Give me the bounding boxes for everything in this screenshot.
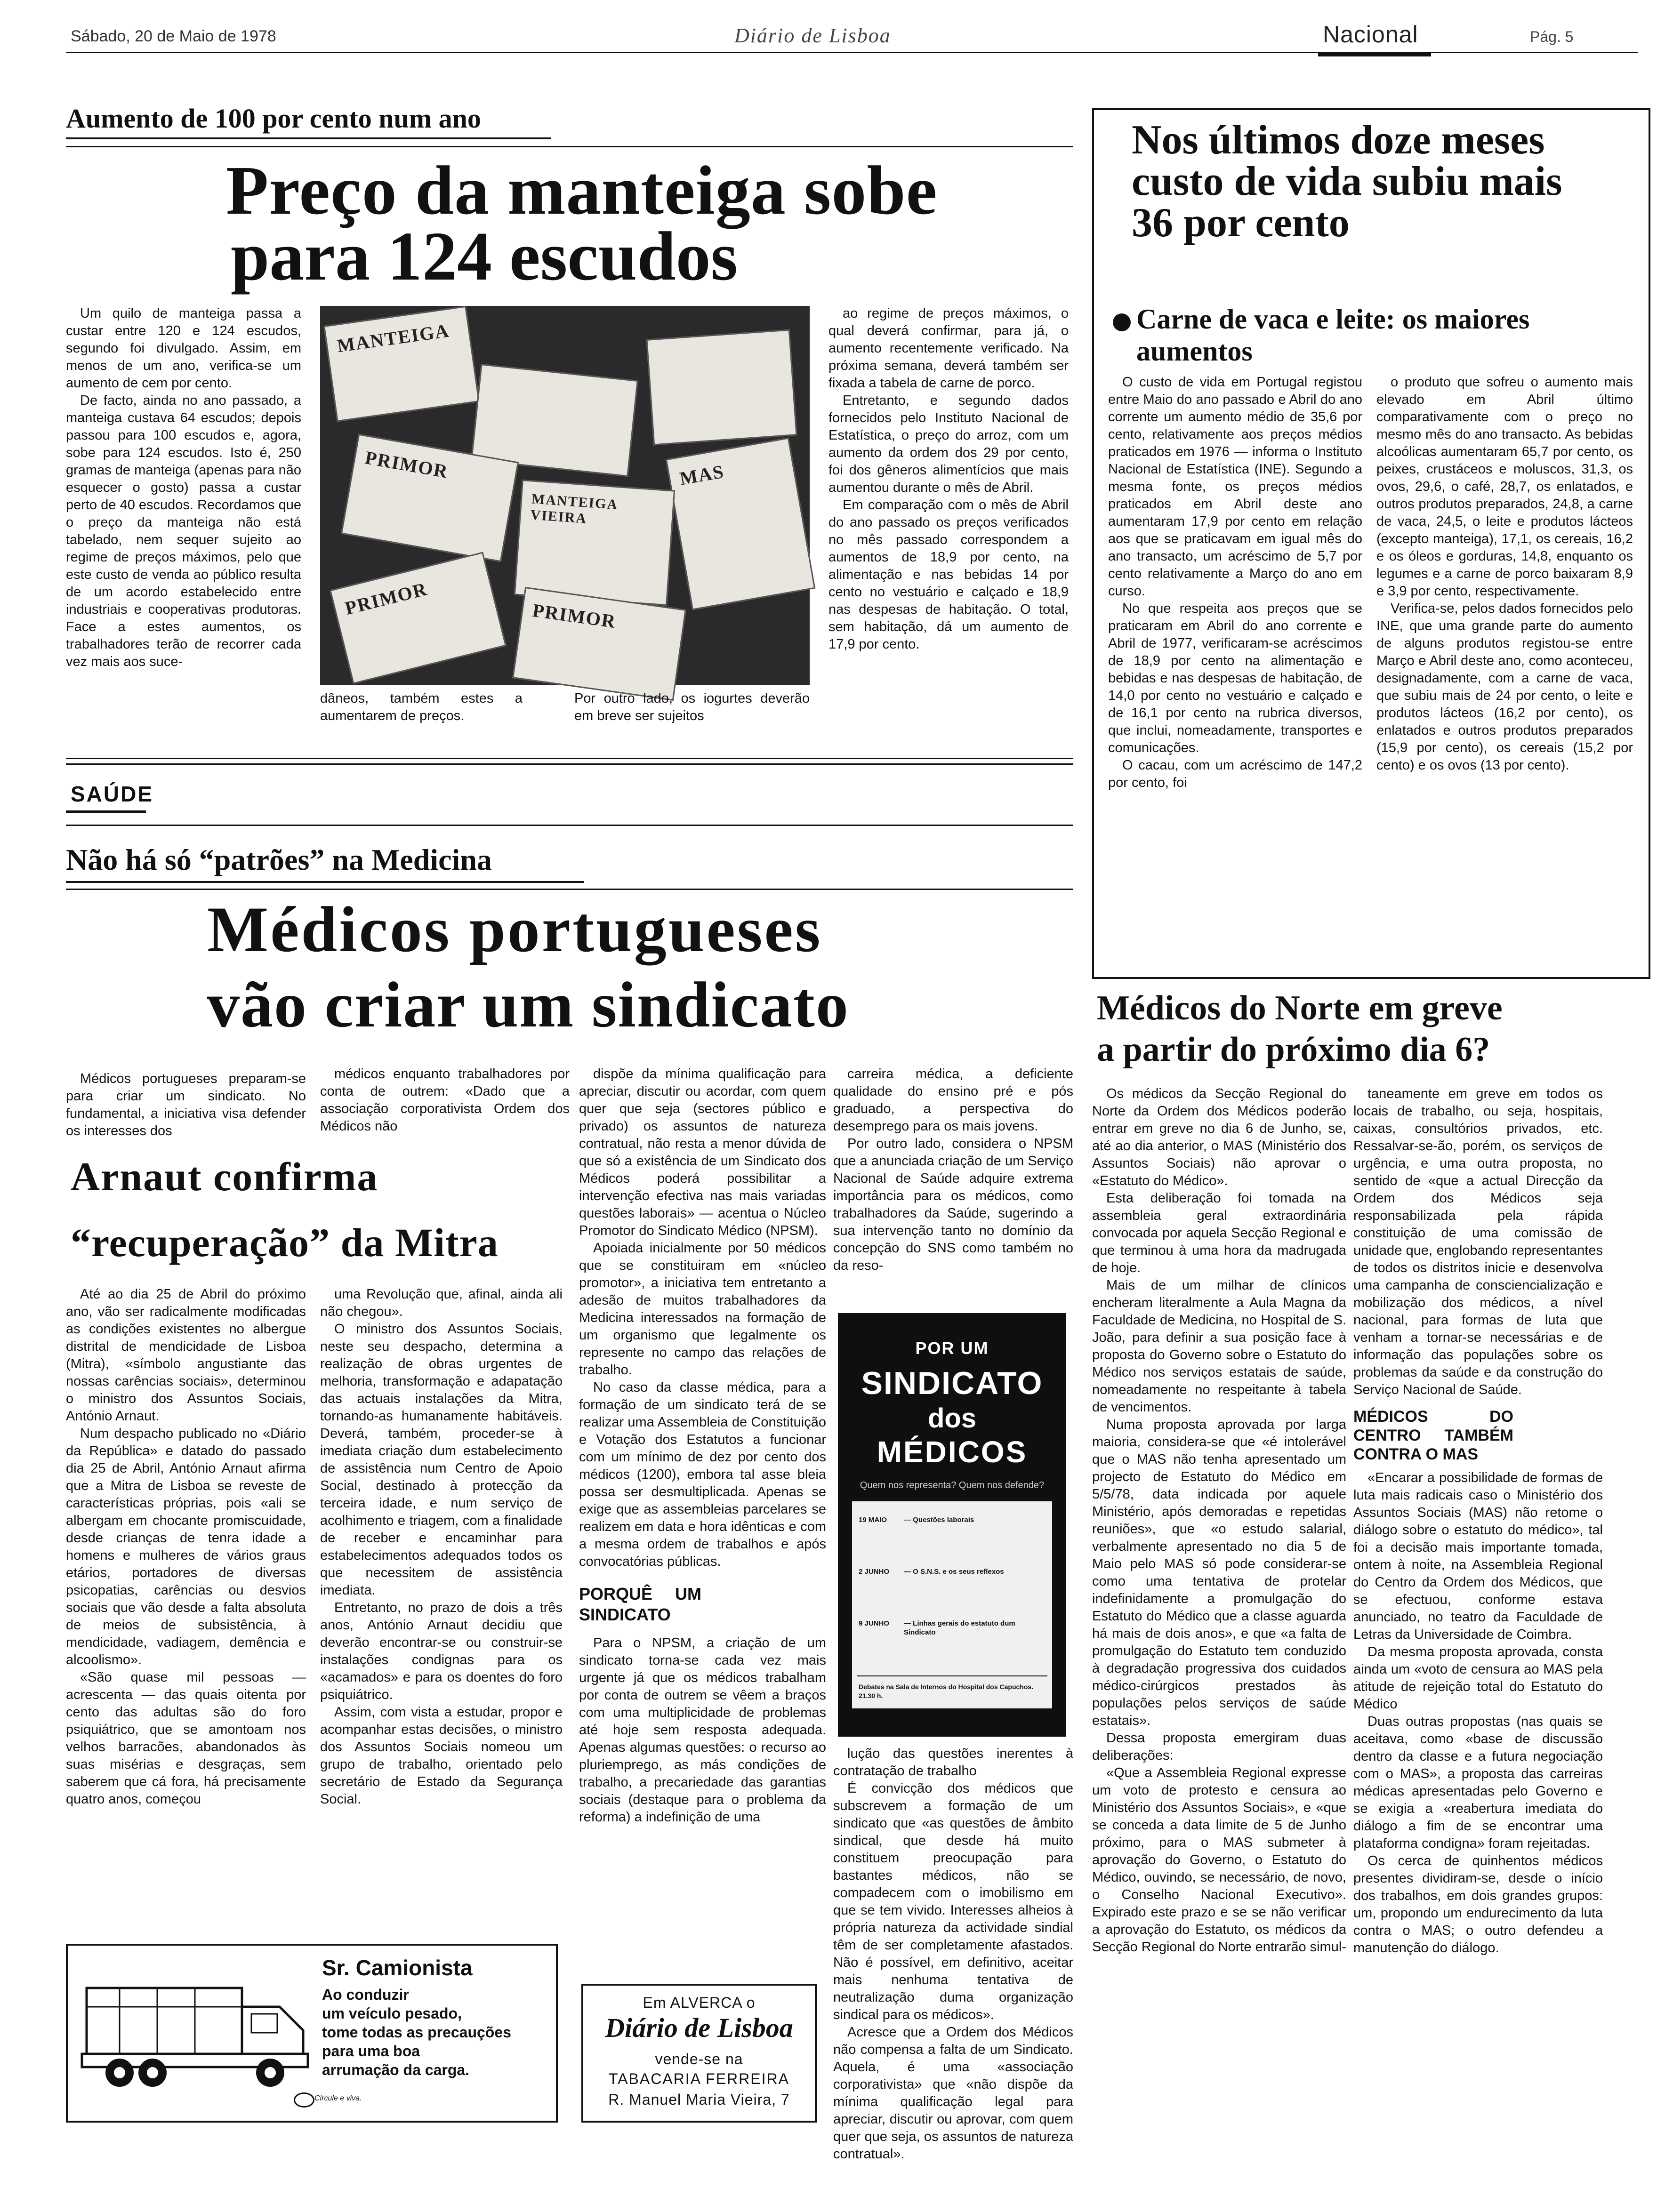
mitra-title-line1: Arnaut confirma (71, 1154, 378, 1199)
north-col2-p2: «Encarar a possibilidade de formas de luta mais radicais caso o Ministério dos Assuntos Sociais (MAS) não retome o diálogo sobre o estatuto do médico», tal foi a decisão mais importante tomada, ontem à noite, na Assembleia Regional do Centro da Ordem dos Médicos, que se efectuou, conforme estava anunciado, no teatro da Faculdade de Letras da Universidade de Coimbra. (1353, 1470, 1603, 1642)
butter-under-photo-right: Por outro lado, os iogurtes deverão em breve ser sujeitos (574, 691, 810, 723)
vendor-line1: Em ALVERCA o (643, 1994, 756, 2011)
mitra-col2-p3: Entretanto, no prazo de dois a três anos, António Arnaut decidiu que deverão encontrar-se ou construir-se instalações condignas para os «acamados» e para os doentes do foro psiquiátrico. (320, 1600, 563, 1702)
health-col4-bottom (833, 1745, 1073, 2162)
cost-title: Nos últimos doze meses custo de vida subiu mais 36 por cento (1132, 117, 1562, 246)
health-col4-p5: Acresce que a Ordem dos Médicos não compensa a falta de um Sindicato. Aquela, é uma «associação corporativista» que «não dispõe da mínima qualificação legal para apreciar, discutir ou aprovar, com quem quer que seja, os assuntos de natureza contratual». (833, 2025, 1073, 2162)
mitra-col2-p4: Assim, com vista a estudar, propor e acompanhar estas decisões, o ministro dos Assuntos Sociais nomeou um grupo de trabalho, orientado pelo secretário de Estado da Segurança Social. (320, 1705, 563, 1807)
mitra-col2-p2: O ministro dos Assuntos Sociais, neste seu despacho, determina a realização de obras urgentes de melhoria, transformação e adapatação das actuais instalações da Mitra, tornando-as humanamente habitáveis. Deverá, também, proceder-se à imediata criação dum estabelecimento de assistência num Centro de Apoio Social, destinado à protecção da terceira idade, e num serviço de acolhimento e triagem, com a finalidade de receber e encaminhar para estabelecimentos adequados todos os que necessitem de assistência imediata. (320, 1322, 563, 1598)
butter-col3 (828, 305, 1069, 729)
truck-ad-line5: arrumação da carga. (322, 2061, 470, 2078)
poster-item1-text: — Questões laborais (904, 1516, 974, 1524)
health-col3 (579, 1066, 826, 2021)
health-rule-1 (66, 758, 1073, 759)
poster-question: Quem nos representa? Quem nos defende? (860, 1480, 1045, 1491)
truck-ad-line3: tome todas as precauções (322, 2024, 511, 2041)
north-col1-p3: Mais de um milhar de clínicos encheram literalmente a Aula Magna da Faculdade de Medicina, no Hospital de S. João, para definir a sua posição face à proposta do Governo sobre o Estatuto do Médico nos serviços estatais de saúde, nomeadamente no respeitante à tabela de vencimentos. (1092, 1278, 1346, 1415)
mitra-col1-p1: Até ao dia 25 de Abril do próximo ano, vão ser radicalmente modificadas as condições existentes no albergue distrital de mendicidade de Lisboa (Mitra), «símbolo angustiante das nossas carências sociais», determinou o ministro dos Assuntos Sociais, António Arnaut. (66, 1287, 306, 1424)
butter-photo (320, 306, 810, 685)
cost-col2 (1376, 374, 1633, 971)
north-col2-p4: Duas outras propostas (nas quais se aceitava, como «base de discussão dentro da classe e a futura negociação com o MAS», a proposta das carreiras médicas apresentadas pelo Governo e se exigia a «reabertura imediata do diálogo a fim de se encontrar uma plataforma condigna» foram rejeitadas. (1353, 1714, 1603, 1851)
health-col4-p2: Por outro lado, considera o NPSM que a anunciada criação de um Serviço Nacional de Saúde adquire extrema importância para os médicos, como trabalhadores da Saúde, sugerindo a sua intervenção tanto no domínio da concepção do SNS como também no da reso- (833, 1136, 1073, 1273)
photo-label-1: MANTEIGA (336, 320, 451, 357)
masthead-section: Nacional (1323, 21, 1418, 48)
truck-ad-line4: para uma boa (322, 2043, 420, 2060)
masthead-date: Sábado, 20 de Maio de 1978 (71, 27, 276, 45)
sindicato-poster (838, 1313, 1066, 1737)
health-title-line2: vão criar um sindicato (207, 969, 849, 1041)
cost-col2-p2: Verifica-se, pelos dados fornecidos pelo INE, que uma grande parte do aumento de alguns produtos registou-se entre Março e Abril deste ano, como aconteceu, designadamente, com a carne de vaca, que subiu mais de 24 por cento, o leite e produtos lácteos (16,2 por cento), os enlatados e outros produtos preparados (15,9 por cento), os cereais (15,2 por cento) e os ovos (13 por cento). (1376, 601, 1633, 773)
butter-top-rule (66, 146, 1073, 147)
health-kicker: Não há só “patrões” na Medicina (66, 843, 492, 876)
health-kicker-underline (66, 881, 584, 883)
poster-line1: SINDICATO (861, 1365, 1043, 1401)
north-col1-p6: «Que a Assembleia Regional expresse um voto de protesto e censura ao Ministério dos Assuntos Sociais», e «que se conceda a data limite de 5 de Junho próximo, para o MAS submeter à aprovação do Governo, o Estatuto do Médico, ouvindo, se necessário, de novo, o Conselho Nacional Executivo». Expirado este prazo e se se não verificar a aprovação do Estatuto, os médicos da Secção Regional do Norte entrarão simul- (1092, 1765, 1346, 1955)
mitra-col1-p2: Num despacho publicado no «Diário da República» e datado do passado dia 25 de Abril, António Arnaut afirma que a Mitra de Lisboa se reveste de características próprias, pois «ali se albergam em chocante promiscuidade, desde crianças de tenra idade a homens e mulheres de vários graus etários, portadores de diversas psicopatias, carências ou desvios sociais que vão desde a falta absoluta de meios de subsistência, à mendicidade, vadiagem, demência e alcoolismo». (66, 1426, 306, 1667)
photo-label-6: MANTEIGA VIEIRA (530, 491, 618, 527)
health-col4-top (833, 1066, 1073, 1320)
mitra-col1-p3: «São quase mil pessoas — acrescenta — das quais oitenta por cento das adultas são do foro psiquiátrico, que se amontoam nos velhos barracões, abandonados às suas misérias e desgraças, sem saberem que cá fora, há precisamente quatro anos, começou (66, 1670, 306, 1807)
vendor-ad (581, 1984, 817, 2123)
mitra-col2-p1: uma Revolução que, afinal, ainda ali não chegou». (320, 1287, 563, 1319)
poster-panel (852, 1501, 1052, 1708)
health-col3-p2: Apoiada inicialmente por 50 médicos que se constituiram em «núcleo promotor», a iniciativa tem entretanto a adesão de muitos trabalhadores da Medicina interessados na formação de um organismo que legalmente os represente no campo das relações de trabalho. (579, 1241, 826, 1378)
health-col4-p4: É convicção dos médicos que subscrevem a formação de um sindicato que «as questões de âmbito sindical, que desde há muito constituem preocupação para bastantes médicos, não se compadecem com o imobilismo em que se tem vivido. Interesses alheios à própria natureza da actividade sindial têm de ser completamente afastados. Não é possível, em definitivo, aceitar mais nenhuma tentativa de neutralização duma organização sindical para os médicos». (833, 1781, 1073, 2022)
photo-label-5: PRIMOR (531, 599, 618, 633)
masthead-page: Pág. 5 (1530, 28, 1574, 45)
north-col1-p2: Esta deliberação foi tomada na assembleia geral extraordinária convocada por aquela Secção Regional e que terminou à uma hora da madrugada de hoje. (1092, 1191, 1346, 1275)
vendor-logo: Diário de Lisboa (605, 2012, 793, 2043)
truck-ad-tagline: Circule e viva. (314, 2094, 362, 2102)
health-intro-p: Médicos portugueses preparam-se para criar um sindicato. No fundamental, a iniciativa visa defender os interesses dos (66, 1071, 306, 1138)
butter-title-line1: Preço da manteiga sobe (226, 152, 938, 229)
cost-col1-p2: No que respeita aos preços que se praticaram em Abril do ano corrente e Abril de 1977, verificaram-se acréscimos de 18,9 por cento na alimentação e bebidas e nas despesas de habitação, de 14,0 por cento no vestuário e calçado e de 16,1 por cento na rubrica diversos, que inclui, nomeadamente, transportes e comunicações. (1108, 601, 1362, 755)
cost-col1-p1: O custo de vida em Portugal registou entre Maio do ano passado e Abril do ano corrente um aumento médio de 35,6 por cento, relativamente aos preços médios praticados em 1976 — informa o Instituto Nacional de Estatística (INE). Segundo a mesma fonte, os preços médios praticados em Abril deste ano aumentaram 17,9 por cento em relação aos que se praticavam em igual mês do ano transacto, um acréscimo de 5,7 por cento relativamente a Março do ano em curso. (1108, 375, 1362, 599)
health-section-label: SAÚDE (71, 782, 154, 806)
health-col2 (320, 1066, 570, 1146)
cost-bullet-icon (1113, 313, 1131, 331)
butter-pack (646, 329, 797, 446)
mitra-col1 (66, 1286, 306, 1954)
section-underline (1318, 53, 1431, 56)
photo-label-4: MAS (678, 460, 726, 489)
cost-col2-p1: o produto que sofreu o aumento mais elevado em Abril último comparativamente com o preço no mesmo mês do ano transacto. As bebidas alcoólicas aumentaram 65,7 por cento, os peixes, crustáceos e moluscos, 31,3, os ovos, 29,6, o café, 28,7, os enlatados, e outros produtos preparados, 24,8, a carne de vaca, 24,5, o leite e produtos lácteos (excepto manteiga), 17,1, os cereais, 16,2 e os óleos e gorduras, 14,8, enquanto os legumes e a carne de porco baixaram 8,9 e 3,9 por cento, respectivamente. (1376, 375, 1633, 599)
truck-ad-line1: Ao conduzir (322, 1986, 409, 2003)
butter-pack (330, 552, 507, 684)
cost-col1-p3: O cacau, com um acréscimo de 147,2 por cento, foi (1108, 758, 1362, 790)
health-rule-2 (66, 763, 1073, 765)
health-col3-p4: Para o NPSM, a criação de um sindicato torna-se cada vez mais urgente já que os médicos trabalham por conta de outrem se vêem a braços com uma multiplicidade de problemas até hoje sem resposta adequada. Apenas algumas questões: o recurso ao pluriemprego, as más condições de trabalho, a precariedade das garantias sociais (destaque para o problema da reforma) a indefinição de uma (579, 1635, 826, 1825)
truck-ad-headline: Sr. Camionista (322, 1956, 473, 1980)
butter-col3-p2: Entretanto, e segundo dados fornecidos pelo Instituto Nacional de Estatística, o preço do arroz, com um aumento da ordem dos 29 por cento, foi dos gêneros alimentícios que mais aumentou durante o mês de Abril. (828, 393, 1069, 495)
health-col4-p1: carreira médica, a deficiente qualidade do ensino pré e pós graduado, a perspectiva do desemprego para os mais jovens. (833, 1066, 1073, 1134)
poster-panel-rule (857, 1675, 1047, 1676)
health-col4-p3: lução das questões inerentes à contratação de trabalho (833, 1746, 1073, 1779)
butter-col3-p3: Em comparação com o mês de Abril do ano passado os preços verificados no mês passado correspondem a aumentos de 18,9 por cento, na alimentação e nas bebidas 14 por cento no vestuário e calçado e 18,9 nas despesas de habitação. O total, sem habitação, dá um aumento de 17,9 por cento. (828, 497, 1069, 652)
health-label-rule (66, 825, 1073, 826)
poster-footer: Debates na Sala de Internos do Hospital dos Capuchos. 21.30 h. (859, 1683, 1034, 1699)
butter-col1-p2: De facto, ainda no ano passado, a manteiga custava 64 escudos; depois passou para 100 escudos e, agora, sobe para 124 escudos. Isto é, 250 gramas de manteiga (apenas para não esquecer o gosto) passa a custar perto de 40 escudos. Recordamos que o preço da manteiga não está tabelado, nem sequer sujeito ao regime de preços máximos, pelo que este custo de venda ao público resulta de um acordo estabelecido entre industriais e cooperativas produtoras. Face a estes aumentos, os trabalhadores terão de recorrer cada vez mais aos suce- (66, 393, 301, 669)
health-col2-p1: médicos enquanto trabalhadores por conta de outrem: «Dado que a associação corporativista Ordem dos Médicos não (320, 1066, 570, 1134)
poster-line3: MÉDICOS (877, 1435, 1028, 1469)
truck-icon (82, 1974, 327, 2096)
circule-logo-icon (294, 2092, 314, 2108)
north-subhead: MÉDICOS DO CENTRO TAMBÉM CONTRA O MAS (1353, 1408, 1513, 1463)
poster-item2-date: 2 JUNHO (859, 1568, 890, 1576)
poster-item1-date: 19 MAIO (859, 1516, 887, 1524)
photo-label-2: PRIMOR (363, 447, 450, 482)
poster-line2: dos (927, 1403, 977, 1434)
north-col2-p1: taneamente em greve em todos os locais de trabalho, ou seja, hospitais, caixas, consultórios privados, etc. Ressalvar-se-ão, porém, os serviços de urgência, e uma outra proposta, no sentido de «que a actual Direcção da Ordem dos Médicos seja responsabilizada pela rápida constituição de uma comissão de unidade que, englobando representantes de todos os distritos inicie e desenvolva uma campanha de consciencialização e mobilização dos médicos, a nível nacional, para formas de luta que venham a tornar-se necessárias e de informação das populações sobre os problemas da saúde e da construção do Serviço Nacional de Saúde. (1353, 1086, 1603, 1397)
cost-col1 (1108, 374, 1362, 971)
north-col1-p4: Numa proposta aprovada por larga maioria, considera-se que «é intolerável que o MAS não tenha apresentado um projecto de Estatuto do Médico em 5/5/78, data indicada por aquele Ministério, após demoradas e repetidas reuniões», que «o estudo salarial, verbalmente apresentado no dia 5 de Maio pelo MAS só pode considerar-se como uma tentativa de protelar indefinidamente a promulgação do Estatuto do Médico que a classe aguarda há mais de dois anos», e que «a falta de promulgação do Estatuto tem conduzido à degradação progressiva dos cuidados médico-cirúrgicos prestados às populações pelos serviços de saúde estatais». (1092, 1417, 1346, 1728)
north-col2-p5: Os cerca de quinhentos médicos presentes dividiram-se, desde o início dos trabalhos, em dois grandes grupos: um, propondo um endurecimento da luta contra o MAS; o outro defendeu a manutenção do diálogo. (1353, 1853, 1603, 1956)
cost-subtitle: Carne de vaca e leite: os maiores aumentos (1136, 304, 1530, 367)
mitra-col2 (320, 1286, 563, 1954)
north-col1-p1: Os médicos da Secção Regional do Norte da Ordem dos Médicos poderão entrar em greve no dia 6 de Junho, se, até ao dia anterior, o MAS (Ministério dos Assuntos Sociais) não aprovar o «Estatuto do Médico». (1092, 1086, 1346, 1188)
truck-ad (66, 1944, 558, 2123)
butter-kicker-underline (66, 137, 551, 139)
health-title-line1: Médicos portugueses (207, 893, 822, 965)
truck-ad-line2: um veículo pesado, (322, 2005, 462, 2022)
health-col3-p1: dispõe da mínima qualificação para apreciar, discutir ou acordar, com quem quer que seja (sectores público e privado) os assuntos de natureza contratual, não resta a menor dúvida de que só a existência de um Sindicato dos Médicos poderá possibilitar a intervenção efectiva nas mais variadas questões laborais» — acentua o Núcleo Promotor do Sindicato Médico (NPSM). (579, 1066, 826, 1238)
butter-pack (323, 306, 480, 422)
poster-item3-text: — Linhas gerais do estatuto dum Sindicato (904, 1619, 1015, 1636)
butter-title-line2: para 124 escudos (231, 218, 738, 295)
health-kicker-rule (66, 889, 1073, 890)
north-col2 (1353, 1085, 1603, 2045)
photo-label-3: PRIMOR (343, 578, 430, 619)
north-title-line1: Médicos do Norte em greve (1097, 989, 1503, 1027)
butter-under-photo-left: dâneos, também estes a aumentarem de preços. (320, 691, 523, 723)
butter-col3-p1: ao regime de preços máximos, o qual deverá confirmar, para já, o aumento recentemente verificado. Na próxima semana, deverá também ser fixada a tabela de carne de porco. (828, 306, 1069, 391)
health-subhead-porque: PORQUÊ UM SINDICATO (579, 1584, 701, 1624)
butter-col1-p1: Um quilo de manteiga passa a custar entre 120 e 124 escudos, segundo foi divulgado. Assim, em menos de um ano, verifica-se um aumento de cem por cento. (66, 306, 301, 391)
north-col1 (1092, 1085, 1346, 2045)
health-label-underline (66, 810, 146, 813)
north-col2-p3: Da mesma proposta aprovada, consta ainda um «voto de censura ao MAS pela atitude de rejeição total do Estatuto do Médico (1353, 1644, 1603, 1712)
poster-item3-date: 9 JUNHO (859, 1619, 890, 1627)
north-title-line2: a partir do próximo dia 6? (1097, 1030, 1490, 1069)
vendor-line2: vende-se na (655, 2051, 743, 2068)
butter-kicker: Aumento de 100 por cento num ano (66, 103, 481, 134)
poster-item2-text: — O S.N.S. e os seus reflexos (904, 1568, 1004, 1576)
butter-col1 (66, 305, 301, 729)
butter-pack (666, 437, 816, 610)
butter-pack (514, 480, 675, 606)
mitra-title-line2: “recuperação” da Mitra (71, 1220, 499, 1265)
vendor-line3: TABACARIA FERREIRA (609, 2070, 789, 2087)
health-intro (66, 1070, 306, 1146)
vendor-line4: R. Manuel Maria Vieira, 7 (608, 2091, 790, 2108)
cost-box (1092, 108, 1650, 979)
health-col3-p3: No caso da classe médica, para a formação de um sindicato terá de se realizar uma Assembleia de Constituição e Votação dos Estatutos a funcionar com um mínimo de dez por cento dos médicos (1200), embora tal asse bleia possa ser desmultiplicada. Apenas se exige que as assembleias parcelares se realizem em data e hora idênticas e com a mesma ordem de trabalhos e após convocatórias públicas. (579, 1380, 826, 1569)
north-col1-p5: Dessa proposta emergiram duas deliberações: (1092, 1731, 1346, 1763)
poster-top: POR UM (915, 1338, 989, 1358)
masthead (0, 0, 1657, 61)
masthead-newspaper: Diário de Lisboa (734, 24, 891, 47)
